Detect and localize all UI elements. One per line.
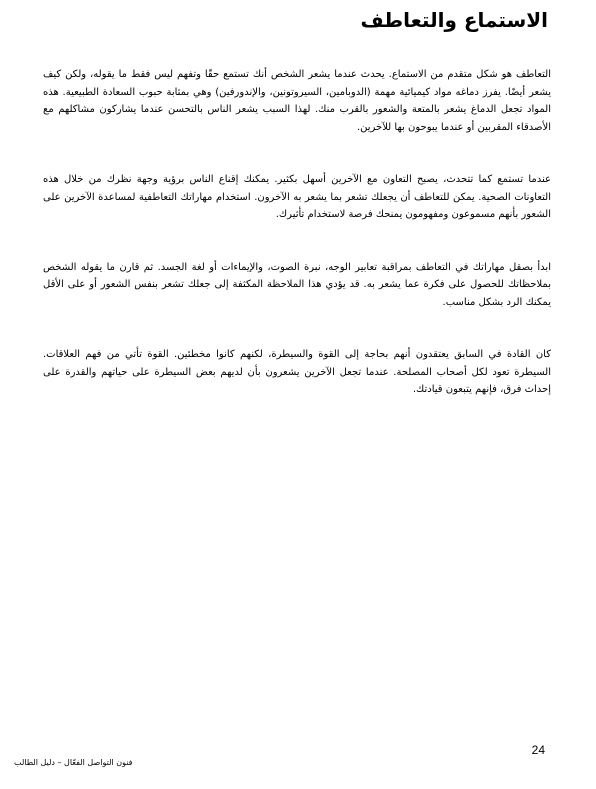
footer-book-title: فنون التواصل الفعّال – دليل الطالب xyxy=(14,758,133,767)
page-title: الاستماع والتعاطف xyxy=(360,8,548,32)
page-number: 24 xyxy=(531,743,545,757)
paragraph-2: عندما تستمع كما تتحدث، يصبح التعاون مع الآخرين أسهل بكثير. يمكنك إقناع الناس برؤية وجهة نظرك من خلال هذه التعاونات الصحية. يمكن للتعاطف أن يجعلك تشعر بما يشعر به الآخرون. استخدام مهاراتك التعاطفية لمساعدة الآخرين على الشعور بأنهم مسموعون ومفهومون يمنحك فرصة لاستخدام تأثيرك. xyxy=(43,174,551,220)
paragraph-4: كان القادة في السابق يعتقدون أنهم بحاجة إلى القوة والسيطرة، لكنهم كانوا مخطئين. القوة تأتي من فهم العلاقات. السيطرة تعود لكل أصحاب المصلحة. عندما تجعل الآخرين يشعرون بأن لديهم بعض السيطرة على حياتهم والقدرة على إحداث فرق، فإنهم يتبعون قيادتك. xyxy=(43,349,551,395)
paragraph-3: ابدأ بصقل مهاراتك في التعاطف بمراقبة تعابير الوجه، نبرة الصوت، والإيماءات أو لغة الجسد. ثم قارن ما يقوله الشخص بملاحظاتك للحصول على فكرة عما يشعر به. قد يؤدي هذا الملاحظة المكثفة إلى جعلك تشعر بنفس الشعور أو على الأقل يمكنك الرد بشكل مناسب. xyxy=(43,261,551,308)
paragraph-1: التعاطف هو شكل متقدم من الاستماع. يحدث عندما يشعر الشخص أنك تستمع حقًا وتفهم ليس فقط ما يقوله، ولكن كيف يشعر أيضًا. يفرز دماغه مواد كيميائية مهمة (الدوبامين، السيروتونين، والإندورفين) وهي بمثابة حبوب السعادة الطبيعية. هذه المواد تجعل الدماغ يشعر بالمتعة والشعور بالقرب منك. لهذا السبب يشعر الناس بالتحسن عندما يشاركون مشاكلهم مع الأصدقاء المقربين أو عندما يبوحون بها للآخرين. xyxy=(43,69,551,133)
body-text xyxy=(43,66,551,434)
